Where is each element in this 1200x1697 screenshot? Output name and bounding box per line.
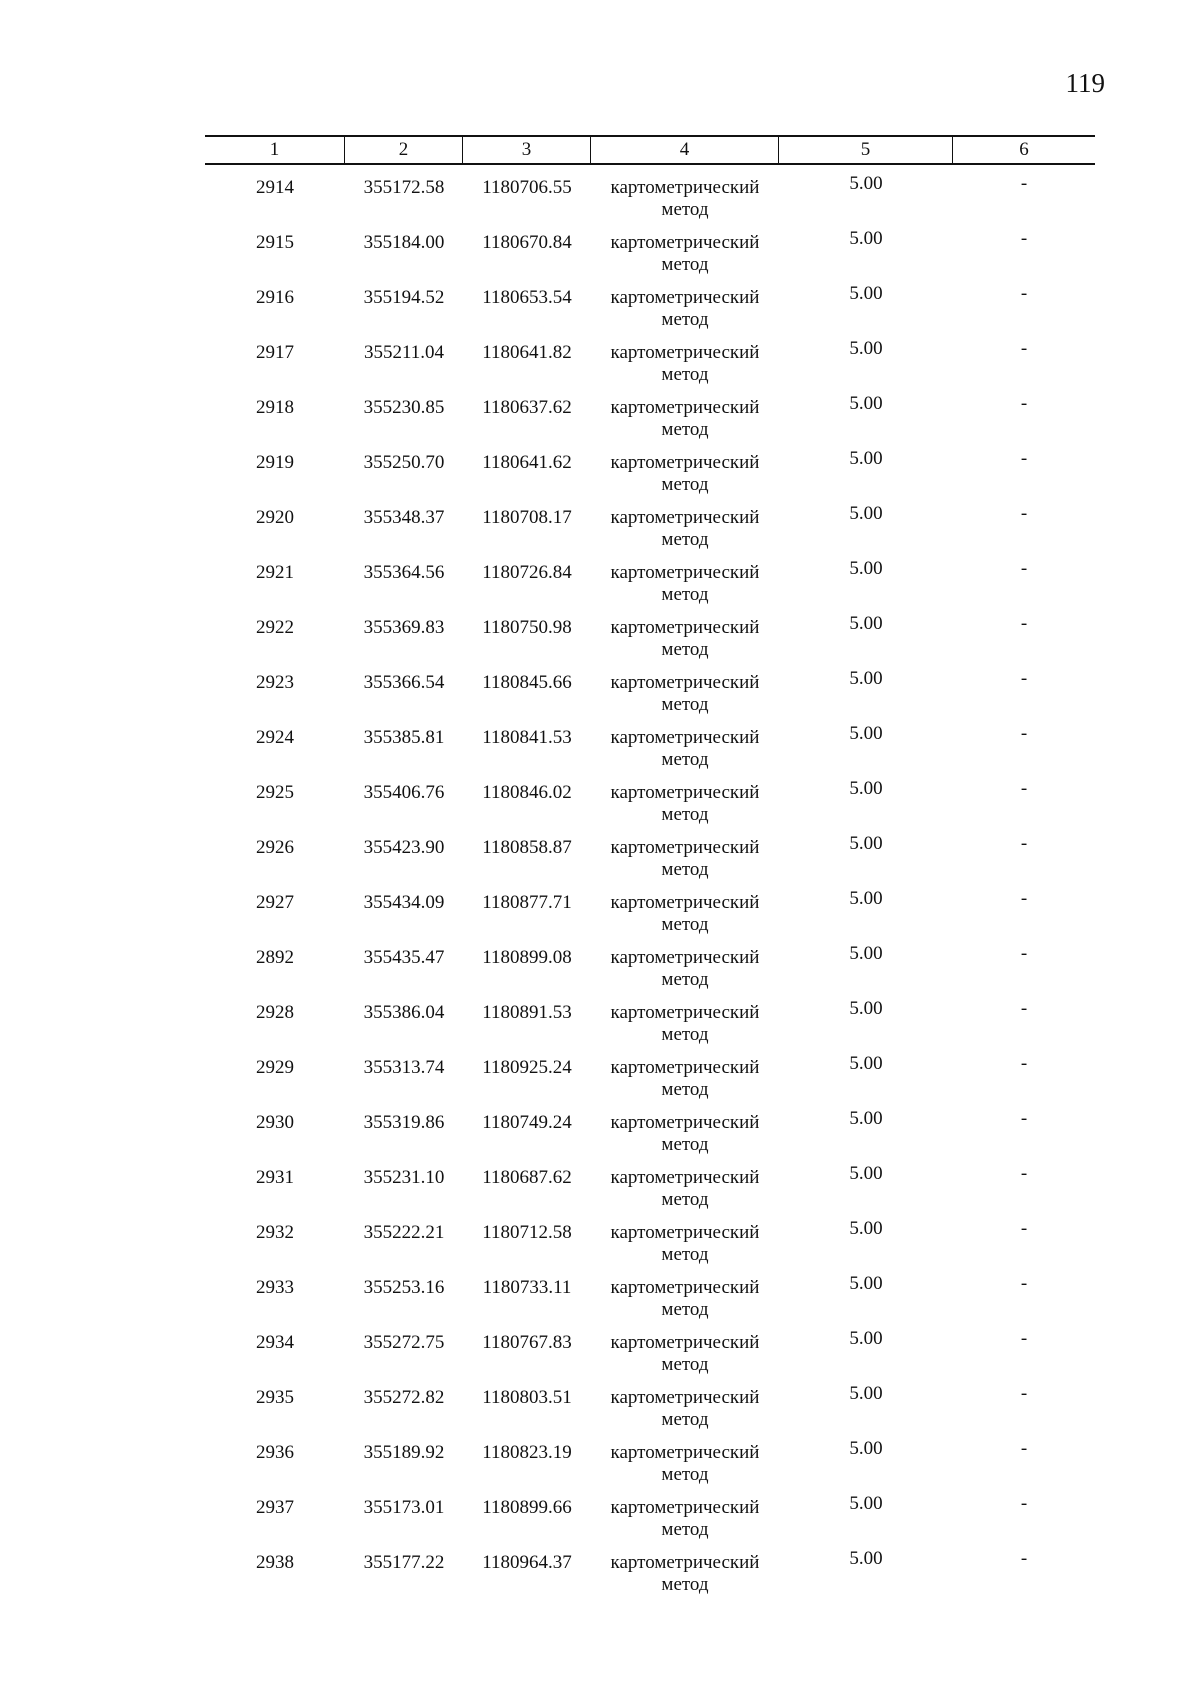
accuracy-cell: 5.00 bbox=[849, 1493, 883, 1514]
note-cell: - bbox=[1020, 723, 1028, 744]
x-coordinate-cell: 355189.92 bbox=[363, 1442, 445, 1463]
method-cell: картометрический метод bbox=[610, 1167, 760, 1210]
point-number-cell: 2923 bbox=[256, 672, 294, 693]
note-cell: - bbox=[1020, 228, 1028, 249]
point-number-cell: 2934 bbox=[256, 1332, 294, 1353]
point-number-cell: 2935 bbox=[256, 1387, 294, 1408]
note-cell: - bbox=[1020, 1163, 1028, 1184]
x-coordinate-cell: 355184.00 bbox=[363, 232, 445, 253]
accuracy-cell: 5.00 bbox=[849, 998, 883, 1019]
point-number-cell: 2914 bbox=[256, 177, 294, 198]
x-coordinate-cell: 355369.83 bbox=[363, 617, 445, 638]
accuracy-cell: 5.00 bbox=[849, 1273, 883, 1294]
accuracy-cell: 5.00 bbox=[849, 173, 883, 194]
point-number-cell: 2937 bbox=[256, 1497, 294, 1518]
accuracy-cell: 5.00 bbox=[849, 613, 883, 634]
header-col-3: 3 bbox=[463, 137, 591, 163]
y-coordinate-cell: 1180637.62 bbox=[482, 397, 572, 418]
y-coordinate-cell: 1180841.53 bbox=[482, 727, 572, 748]
accuracy-cell: 5.00 bbox=[849, 778, 883, 799]
header-col-5: 5 bbox=[779, 137, 953, 163]
y-coordinate-cell: 1180767.83 bbox=[482, 1332, 572, 1353]
table-header bbox=[205, 135, 1095, 165]
note-cell: - bbox=[1020, 943, 1028, 964]
y-coordinate-cell: 1180749.24 bbox=[482, 1112, 572, 1133]
coordinates-table bbox=[205, 135, 1095, 1595]
table-row bbox=[205, 385, 1095, 440]
x-coordinate-cell: 355253.16 bbox=[363, 1277, 445, 1298]
table-row bbox=[205, 495, 1095, 550]
method-cell: картометрический метод bbox=[610, 287, 760, 330]
table-row bbox=[205, 1265, 1095, 1320]
point-number-cell: 2919 bbox=[256, 452, 294, 473]
method-cell: картометрический метод bbox=[610, 672, 760, 715]
y-coordinate-cell: 1180708.17 bbox=[482, 507, 572, 528]
accuracy-cell: 5.00 bbox=[849, 668, 883, 689]
y-coordinate-cell: 1180877.71 bbox=[482, 892, 572, 913]
y-coordinate-cell: 1180670.84 bbox=[482, 232, 572, 253]
method-cell: картометрический метод bbox=[610, 177, 760, 220]
method-cell: картометрический метод bbox=[610, 782, 760, 825]
method-cell: картометрический метод bbox=[610, 1332, 760, 1375]
x-coordinate-cell: 355222.21 bbox=[363, 1222, 445, 1243]
note-cell: - bbox=[1020, 1218, 1028, 1239]
point-number-cell: 2930 bbox=[256, 1112, 294, 1133]
y-coordinate-cell: 1180706.55 bbox=[482, 177, 572, 198]
point-number-cell: 2921 bbox=[256, 562, 294, 583]
method-cell: картометрический метод bbox=[610, 1552, 760, 1595]
note-cell: - bbox=[1020, 558, 1028, 579]
x-coordinate-cell: 355434.09 bbox=[363, 892, 445, 913]
point-number-cell: 2926 bbox=[256, 837, 294, 858]
table-row bbox=[205, 275, 1095, 330]
note-cell: - bbox=[1020, 283, 1028, 304]
header-col-6: 6 bbox=[1019, 139, 1029, 160]
point-number-cell: 2927 bbox=[256, 892, 294, 913]
method-cell: картометрический метод bbox=[610, 1497, 760, 1540]
x-coordinate-cell: 355230.85 bbox=[363, 397, 445, 418]
table-row bbox=[205, 770, 1095, 825]
method-cell: картометрический метод bbox=[610, 1112, 760, 1155]
accuracy-cell: 5.00 bbox=[849, 1383, 883, 1404]
x-coordinate-cell: 355172.58 bbox=[363, 177, 445, 198]
accuracy-cell: 5.00 bbox=[849, 833, 883, 854]
point-number-cell: 2929 bbox=[256, 1057, 294, 1078]
table-row bbox=[205, 1210, 1095, 1265]
table-row bbox=[205, 880, 1095, 935]
y-coordinate-cell: 1180899.08 bbox=[482, 947, 572, 968]
y-coordinate-cell: 1180641.82 bbox=[482, 342, 572, 363]
y-coordinate-cell: 1180858.87 bbox=[482, 837, 572, 858]
y-coordinate-cell: 1180964.37 bbox=[482, 1552, 572, 1573]
accuracy-cell: 5.00 bbox=[849, 723, 883, 744]
y-coordinate-cell: 1180846.02 bbox=[482, 782, 572, 803]
method-cell: картометрический метод bbox=[610, 1002, 760, 1045]
y-coordinate-cell: 1180733.11 bbox=[482, 1277, 572, 1298]
table-row bbox=[205, 660, 1095, 715]
accuracy-cell: 5.00 bbox=[849, 888, 883, 909]
note-cell: - bbox=[1020, 1493, 1028, 1514]
note-cell: - bbox=[1020, 1328, 1028, 1349]
table-row bbox=[205, 1045, 1095, 1100]
y-coordinate-cell: 1180803.51 bbox=[482, 1387, 572, 1408]
y-coordinate-cell: 1180687.62 bbox=[482, 1167, 572, 1188]
note-cell: - bbox=[1020, 1273, 1028, 1294]
table-row bbox=[205, 825, 1095, 880]
table-row bbox=[205, 1155, 1095, 1210]
point-number-cell: 2936 bbox=[256, 1442, 294, 1463]
y-coordinate-cell: 1180653.54 bbox=[482, 287, 572, 308]
y-coordinate-cell: 1180823.19 bbox=[482, 1442, 572, 1463]
method-cell: картометрический метод bbox=[610, 837, 760, 880]
accuracy-cell: 5.00 bbox=[849, 393, 883, 414]
method-cell: картометрический метод bbox=[610, 1057, 760, 1100]
note-cell: - bbox=[1020, 778, 1028, 799]
x-coordinate-cell: 355211.04 bbox=[363, 342, 445, 363]
y-coordinate-cell: 1180891.53 bbox=[482, 1002, 572, 1023]
y-coordinate-cell: 1180845.66 bbox=[482, 672, 572, 693]
x-coordinate-cell: 355194.52 bbox=[363, 287, 445, 308]
x-coordinate-cell: 355319.86 bbox=[363, 1112, 445, 1133]
table-row bbox=[205, 550, 1095, 605]
note-cell: - bbox=[1020, 448, 1028, 469]
x-coordinate-cell: 355177.22 bbox=[363, 1552, 445, 1573]
x-coordinate-cell: 355231.10 bbox=[363, 1167, 445, 1188]
note-cell: - bbox=[1020, 1548, 1028, 1569]
method-cell: картометрический метод bbox=[610, 397, 760, 440]
note-cell: - bbox=[1020, 1053, 1028, 1074]
accuracy-cell: 5.00 bbox=[849, 503, 883, 524]
note-cell: - bbox=[1020, 338, 1028, 359]
accuracy-cell: 5.00 bbox=[849, 1108, 883, 1129]
x-coordinate-cell: 355272.82 bbox=[363, 1387, 445, 1408]
method-cell: картометрический метод bbox=[610, 1442, 760, 1485]
table-row bbox=[205, 1375, 1095, 1430]
accuracy-cell: 5.00 bbox=[849, 1328, 883, 1349]
table-row bbox=[205, 1100, 1095, 1155]
note-cell: - bbox=[1020, 503, 1028, 524]
point-number-cell: 2922 bbox=[256, 617, 294, 638]
point-number-cell: 2920 bbox=[256, 507, 294, 528]
table-row bbox=[205, 715, 1095, 770]
page-number: 119 bbox=[1065, 68, 1105, 98]
table-row bbox=[205, 330, 1095, 385]
method-cell: картометрический метод bbox=[610, 562, 760, 605]
method-cell: картометрический метод bbox=[610, 727, 760, 770]
y-coordinate-cell: 1180712.58 bbox=[482, 1222, 572, 1243]
method-cell: картометрический метод bbox=[610, 342, 760, 385]
note-cell: - bbox=[1020, 1438, 1028, 1459]
table-row bbox=[205, 1430, 1095, 1485]
x-coordinate-cell: 355435.47 bbox=[363, 947, 445, 968]
point-number-cell: 2916 bbox=[256, 287, 294, 308]
accuracy-cell: 5.00 bbox=[849, 558, 883, 579]
header-col-1: 1 bbox=[205, 137, 345, 163]
accuracy-cell: 5.00 bbox=[849, 283, 883, 304]
accuracy-cell: 5.00 bbox=[849, 1548, 883, 1569]
method-cell: картометрический метод bbox=[610, 507, 760, 550]
header-col-2: 2 bbox=[345, 137, 463, 163]
table-row bbox=[205, 165, 1095, 220]
y-coordinate-cell: 1180899.66 bbox=[482, 1497, 572, 1518]
method-cell: картометрический метод bbox=[610, 452, 760, 495]
accuracy-cell: 5.00 bbox=[849, 1053, 883, 1074]
table-row bbox=[205, 1485, 1095, 1540]
table-row bbox=[205, 1540, 1095, 1595]
x-coordinate-cell: 355364.56 bbox=[363, 562, 445, 583]
y-coordinate-cell: 1180750.98 bbox=[482, 617, 572, 638]
method-cell: картометрический метод bbox=[610, 1387, 760, 1430]
point-number-cell: 2932 bbox=[256, 1222, 294, 1243]
y-coordinate-cell: 1180925.24 bbox=[482, 1057, 572, 1078]
point-number-cell: 2918 bbox=[256, 397, 294, 418]
x-coordinate-cell: 355173.01 bbox=[363, 1497, 445, 1518]
note-cell: - bbox=[1020, 613, 1028, 634]
table-row bbox=[205, 1320, 1095, 1375]
point-number-cell: 2933 bbox=[256, 1277, 294, 1298]
note-cell: - bbox=[1020, 173, 1028, 194]
x-coordinate-cell: 355272.75 bbox=[363, 1332, 445, 1353]
method-cell: картометрический метод bbox=[610, 892, 760, 935]
accuracy-cell: 5.00 bbox=[849, 448, 883, 469]
point-number-cell: 2931 bbox=[256, 1167, 294, 1188]
table-row bbox=[205, 990, 1095, 1045]
note-cell: - bbox=[1020, 393, 1028, 414]
x-coordinate-cell: 355250.70 bbox=[363, 452, 445, 473]
method-cell: картометрический метод bbox=[610, 947, 760, 990]
x-coordinate-cell: 355385.81 bbox=[363, 727, 445, 748]
table-row bbox=[205, 605, 1095, 660]
header-col-4: 4 bbox=[591, 137, 779, 163]
x-coordinate-cell: 355406.76 bbox=[363, 782, 445, 803]
note-cell: - bbox=[1020, 1108, 1028, 1129]
accuracy-cell: 5.00 bbox=[849, 1163, 883, 1184]
note-cell: - bbox=[1020, 998, 1028, 1019]
point-number-cell: 2938 bbox=[256, 1552, 294, 1573]
note-cell: - bbox=[1020, 833, 1028, 854]
point-number-cell: 2892 bbox=[256, 947, 294, 968]
x-coordinate-cell: 355313.74 bbox=[363, 1057, 445, 1078]
y-coordinate-cell: 1180726.84 bbox=[482, 562, 572, 583]
x-coordinate-cell: 355348.37 bbox=[363, 507, 445, 528]
table-body bbox=[205, 165, 1095, 1595]
method-cell: картометрический метод bbox=[610, 617, 760, 660]
accuracy-cell: 5.00 bbox=[849, 1218, 883, 1239]
x-coordinate-cell: 355423.90 bbox=[363, 837, 445, 858]
note-cell: - bbox=[1020, 1383, 1028, 1404]
accuracy-cell: 5.00 bbox=[849, 1438, 883, 1459]
accuracy-cell: 5.00 bbox=[849, 943, 883, 964]
point-number-cell: 2924 bbox=[256, 727, 294, 748]
accuracy-cell: 5.00 bbox=[849, 228, 883, 249]
table-row bbox=[205, 935, 1095, 990]
table-row bbox=[205, 440, 1095, 495]
point-number-cell: 2925 bbox=[256, 782, 294, 803]
point-number-cell: 2915 bbox=[256, 232, 294, 253]
method-cell: картометрический метод bbox=[610, 1277, 760, 1320]
y-coordinate-cell: 1180641.62 bbox=[482, 452, 572, 473]
note-cell: - bbox=[1020, 668, 1028, 689]
method-cell: картометрический метод bbox=[610, 232, 760, 275]
point-number-cell: 2928 bbox=[256, 1002, 294, 1023]
note-cell: - bbox=[1020, 888, 1028, 909]
x-coordinate-cell: 355386.04 bbox=[363, 1002, 445, 1023]
accuracy-cell: 5.00 bbox=[849, 338, 883, 359]
table-row bbox=[205, 220, 1095, 275]
x-coordinate-cell: 355366.54 bbox=[363, 672, 445, 693]
point-number-cell: 2917 bbox=[256, 342, 294, 363]
method-cell: картометрический метод bbox=[610, 1222, 760, 1265]
